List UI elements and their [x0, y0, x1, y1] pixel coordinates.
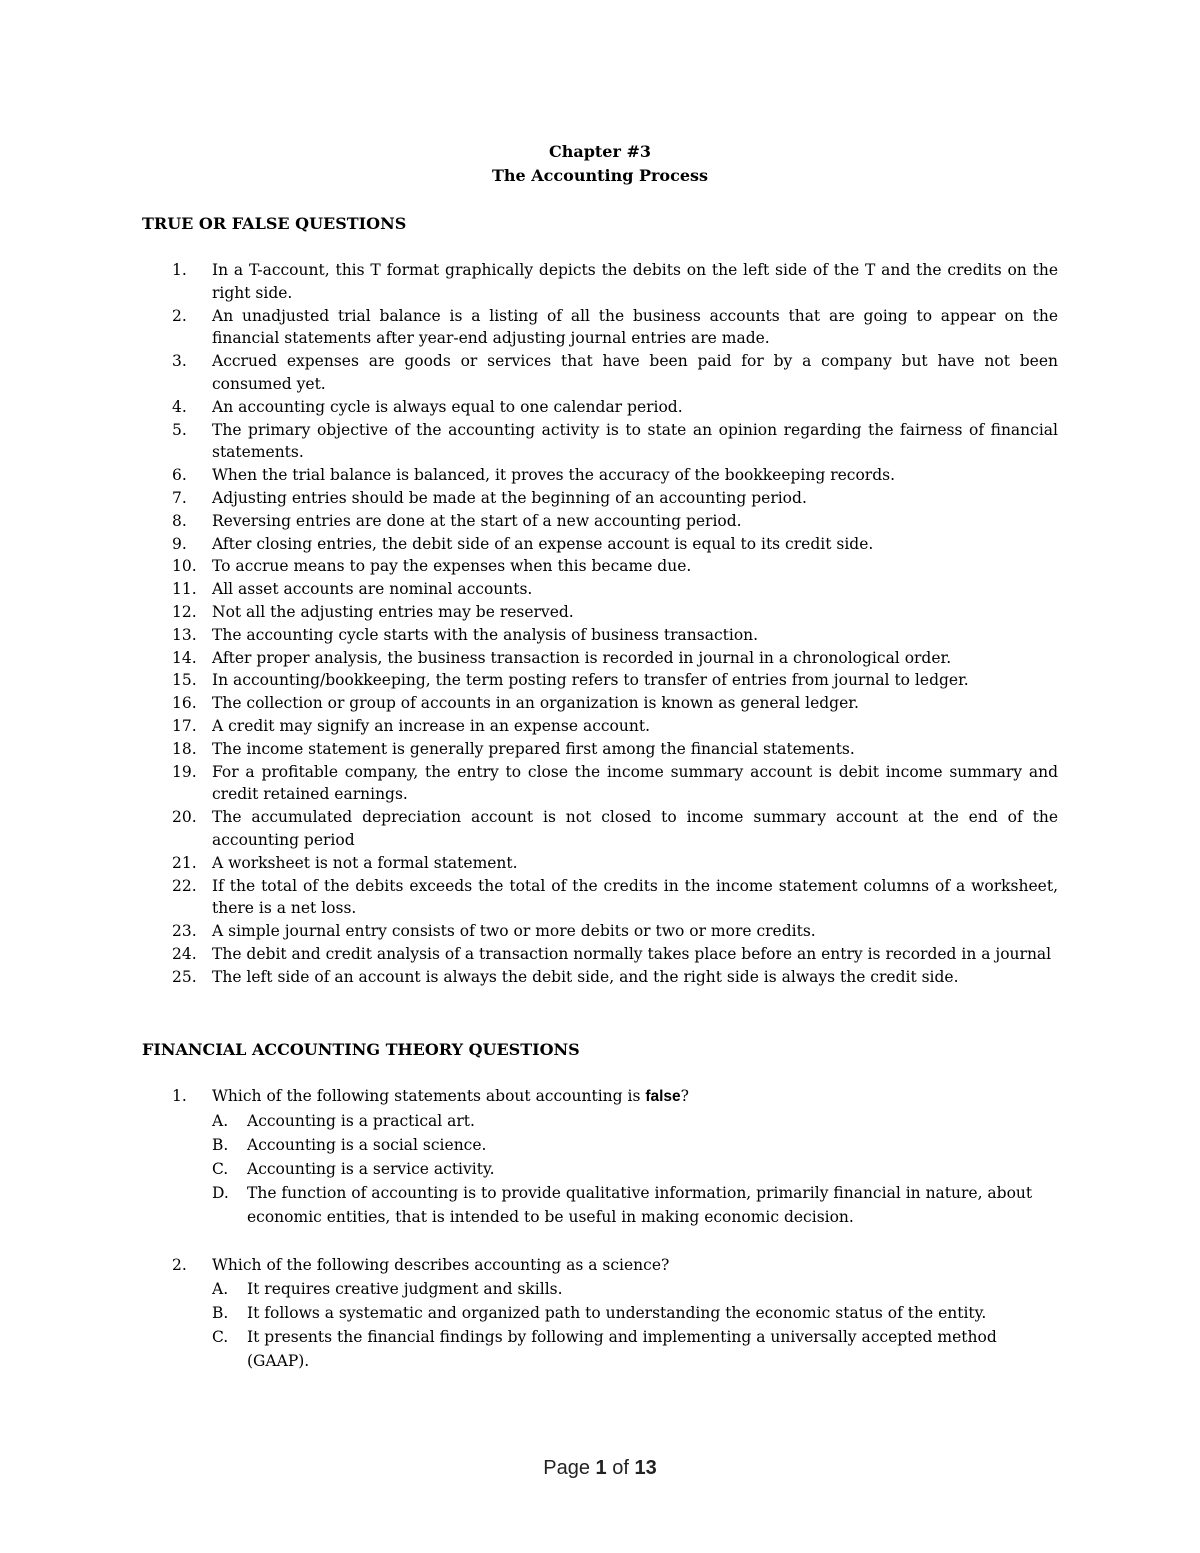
tf-item-text: An accounting cycle is always equal to one calendar period.: [212, 397, 683, 416]
tf-item-number: 21.: [172, 853, 197, 872]
tf-item-text: All asset accounts are nominal accounts.: [212, 580, 533, 599]
tf-item-text: When the trial balance is balanced, it proves the accuracy of the bookkeeping records.: [212, 466, 896, 485]
tf-item-text: The left side of an account is always the debit side, and the right side is always the credit side.: [212, 967, 959, 986]
tf-item-text: The collection or group of accounts in an organization is known as general ledger.: [212, 694, 859, 713]
tf-item: [172, 920, 1058, 943]
option-letter: C.: [212, 1160, 229, 1178]
tf-item-number: 14.: [172, 648, 197, 667]
tf-item: [172, 510, 1058, 533]
answer-option: [212, 1301, 1052, 1325]
tf-item-text: The primary objective of the accounting activity is to state an opinion regarding the fairness of financial statements.: [212, 420, 1058, 462]
tf-item-text: The accounting cycle starts with the analysis of business transaction.: [212, 625, 759, 644]
option-letter: C.: [212, 1328, 229, 1346]
answer-option: [212, 1157, 1052, 1181]
answer-option: [212, 1277, 1052, 1301]
of-word: of: [612, 1457, 629, 1479]
tf-item-number: 16.: [172, 694, 197, 713]
tf-item: [172, 875, 1058, 921]
tf-item: [172, 966, 1058, 989]
tf-item: [172, 350, 1058, 396]
answer-option: [212, 1325, 1052, 1373]
theory-question-list: [172, 1084, 1052, 1397]
theory-heading: FINANCIAL ACCOUNTING THEORY QUESTIONS: [142, 1040, 580, 1059]
theory-question: [172, 1253, 1052, 1373]
option-text: It presents the financial findings by following and implementing a universally accepted method (GAAP).: [247, 1328, 997, 1370]
tf-item-text: After closing entries, the debit side of an expense account is equal to its credit side.: [212, 534, 874, 553]
tf-item-number: 11.: [172, 580, 197, 599]
tf-item-number: 5.: [172, 420, 187, 439]
tf-item-text: The accumulated depreciation account is not closed to income summary account at the end of the accounting period: [212, 808, 1058, 849]
answer-options: [172, 1109, 1052, 1229]
chapter-title: The Accounting Process: [491, 166, 709, 185]
option-text: Accounting is a service activity.: [247, 1160, 495, 1178]
tf-item: [172, 624, 1058, 647]
total-page-count: 13: [634, 1457, 657, 1479]
question-number: 2.: [172, 1256, 187, 1274]
tf-item: [172, 259, 1058, 305]
tf-item-number: 15.: [172, 671, 197, 690]
tf-item-number: 24.: [172, 944, 197, 963]
tf-item-text: A worksheet is not a formal statement.: [212, 853, 518, 872]
chapter-label: Chapter #3: [548, 142, 652, 161]
option-text: Accounting is a practical art.: [247, 1112, 475, 1130]
question-number: 1.: [172, 1087, 187, 1105]
tf-item-text: Adjusting entries should be made at the beginning of an accounting period.: [212, 488, 807, 507]
tf-item-number: 7.: [172, 488, 187, 507]
question-text: [212, 1084, 1052, 1109]
tf-item: [172, 487, 1058, 510]
tf-item: [172, 419, 1058, 465]
tf-item: [172, 464, 1058, 487]
tf-item-text: An unadjusted trial balance is a listing of all the business accounts that are going to appear on the financial statements after year-end adjusting journal entries are made.: [212, 306, 1058, 348]
tf-item-number: 13.: [172, 625, 197, 644]
tf-item-text: The income statement is generally prepared first among the financial statements.: [212, 739, 855, 758]
question-emphasis: false: [645, 1088, 681, 1105]
tf-item-text: In a T-account, this T format graphically depicts the debits on the left side of the T and the credits on the right side.: [212, 261, 1058, 302]
option-text: Accounting is a social science.: [247, 1136, 487, 1154]
tf-item-number: 17.: [172, 716, 197, 735]
tf-item: [172, 852, 1058, 875]
tf-item: [172, 555, 1058, 578]
tf-item-number: 10.: [172, 557, 197, 576]
tf-item: [172, 305, 1058, 351]
tf-item-text: The debit and credit analysis of a transaction normally takes place before an entry is recorded in a journal: [212, 944, 1052, 963]
tf-item-number: 6.: [172, 466, 187, 485]
tf-item-number: 22.: [172, 876, 197, 895]
question-text: [212, 1253, 1052, 1277]
tf-item-text: After proper analysis, the business transaction is recorded in journal in a chronological order.: [212, 648, 952, 667]
option-text: It follows a systematic and organized path to understanding the economic status of the entity.: [247, 1304, 987, 1322]
question-text-end: ?: [680, 1087, 689, 1105]
question-text-main: Which of the following describes accounting as a science?: [212, 1256, 670, 1274]
tf-item-text: Reversing entries are done at the start of a new accounting period.: [212, 511, 742, 530]
question-text-main: Which of the following statements about accounting is: [212, 1087, 646, 1105]
tf-item-text: Accrued expenses are goods or services that have been paid for by a company but have not been consumed yet.: [212, 352, 1058, 393]
answer-options: [172, 1277, 1052, 1373]
tf-item-number: 8.: [172, 511, 187, 530]
tf-item-number: 2.: [172, 306, 187, 325]
option-letter: B.: [212, 1136, 229, 1154]
tf-item-number: 20.: [172, 808, 197, 827]
tf-item: [172, 647, 1058, 670]
answer-option: [212, 1181, 1052, 1229]
tf-item-number: 12.: [172, 602, 197, 621]
theory-question: [172, 1084, 1052, 1229]
tf-item-text: For a profitable company, the entry to close the income summary account is debit income summary and credit retained earnings.: [212, 762, 1058, 804]
tf-item: [172, 669, 1058, 692]
option-text: The function of accounting is to provide qualitative information, primarily financial in nature, about economic entities, that is intended to be useful in making economic decision.: [247, 1184, 1033, 1226]
page-footer: [0, 1457, 1200, 1480]
tf-item: [172, 943, 1058, 966]
true-false-heading: TRUE OR FALSE QUESTIONS: [142, 214, 407, 233]
answer-option: [212, 1133, 1052, 1157]
tf-item: [172, 533, 1058, 556]
option-letter: A.: [212, 1112, 229, 1130]
tf-item-number: 19.: [172, 762, 197, 781]
tf-item-number: 23.: [172, 922, 197, 941]
tf-item: [172, 601, 1058, 624]
option-text: It requires creative judgment and skills.: [247, 1280, 563, 1298]
tf-item-number: 3.: [172, 352, 187, 371]
title-block: [0, 140, 1200, 188]
question-row: [172, 1084, 1052, 1109]
tf-item: [172, 715, 1058, 738]
tf-item-number: 25.: [172, 967, 197, 986]
answer-option: [212, 1109, 1052, 1133]
tf-item: [172, 396, 1058, 419]
option-letter: B.: [212, 1304, 229, 1322]
tf-item: [172, 738, 1058, 761]
tf-item: [172, 578, 1058, 601]
tf-item-number: 1.: [172, 261, 187, 279]
tf-item-text: A credit may signify an increase in an expense account.: [212, 716, 651, 735]
tf-item: [172, 692, 1058, 715]
true-false-list: [172, 259, 1058, 989]
current-page-number: 1: [595, 1457, 607, 1479]
tf-item-number: 4.: [172, 397, 187, 416]
question-row: [172, 1253, 1052, 1277]
tf-item-text: A simple journal entry consists of two or more debits or two or more credits.: [212, 922, 816, 941]
tf-item-text: Not all the adjusting entries may be reserved.: [212, 602, 574, 621]
page-word: Page: [543, 1457, 590, 1479]
option-letter: D.: [212, 1184, 229, 1202]
option-letter: A.: [212, 1280, 229, 1298]
tf-item-number: 18.: [172, 739, 197, 758]
tf-item-text: To accrue means to pay the expenses when this became due.: [212, 557, 692, 576]
tf-item-text: In accounting/bookkeeping, the term posting refers to transfer of entries from journal to ledger.: [212, 671, 969, 690]
tf-item-text: If the total of the debits exceeds the total of the credits in the income statement columns of a worksheet, there is a net loss.: [212, 876, 1058, 918]
tf-item-number: 9.: [172, 534, 187, 553]
tf-item: [172, 806, 1058, 852]
tf-item: [172, 761, 1058, 807]
